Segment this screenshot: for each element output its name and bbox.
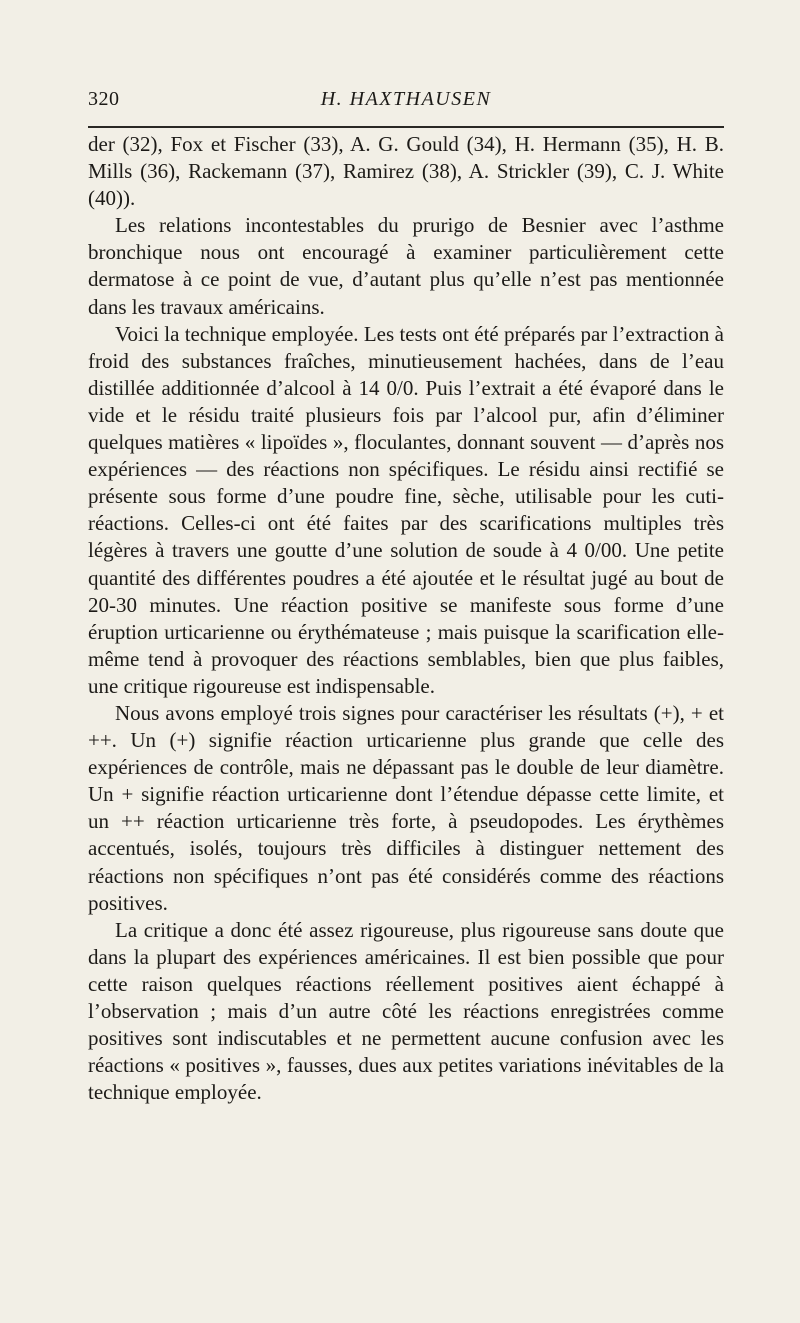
paragraph-intro: Les relations incontestables du prurigo de Besnier avec l’asthme bronchique nous ont encouragé à examiner particulièrement cette dermatose à ce point de vue, d’autant plus qu’elle n’est pas mentionnée dans les travaux américains. [88,213,724,319]
page-number: 320 [88,88,120,110]
header-rule [88,126,724,128]
paragraph-technique: Voici la technique employée. Les tests ont été préparés par l’extraction à froid des substances fraîches, minutieusement hachées, dans de l’eau distillée additionnée d’alcool à 14 0/0. Puis l’extrait a été évaporé dans le vide et le résidu traité plusieurs fois par l’alcool pur, afin d’éliminer quelques matières « lipoïdes », floculantes, donnant souvent — d’après nos expériences — des réactions non spécifiques. Le résidu ainsi rectifié se présente sous forme d’une poudre fine, sèche, utilisable pour les cuti-réactions. Celles-ci ont été faites par des scarifications multiples très légères à travers une goutte d’une solution de soude à 4 0/00. Une petite quantité des différentes poudres a été ajoutée et le résultat jugé au bout de 20-30 minutes. Une réaction positive se manifeste sous forme d’une éruption urticarienne ou érythémateuse ; mais puisque la scarification elle-même tend à provoquer des réactions semblables, bien que plus faibles, une critique rigoureuse est indispensable. [88,321,724,698]
body-text [88,131,724,1106]
page-header [88,86,724,120]
paragraph-signs: Nous avons employé trois signes pour caractériser les résultats (+), + et ++. Un (+) signifie réaction urticarienne plus grande que celle des expériences de contrôle, mais ne dépassant pas le double de leur diamètre. Un + signifie réaction urticarienne dont l’étendue dépasse cette limite, et un ++ réaction urticarienne très forte, à pseudopodes. Les érythèmes accentués, isolés, toujours très difficiles à distinguer nettement des réactions non spécifiques n’ont pas été considérés comme des réactions positives. [88,700,724,915]
paragraph-references: der (32), Fox et Fischer (33), A. G. Gould (34), H. Hermann (35), H. B. Mills (36), Rackemann (37), Ramirez (38), A. Strickler (39), C. J. White (40)). [88,132,724,211]
running-title: H. HAXTHAUSEN [320,88,492,110]
paragraph-critique: La critique a donc été assez rigoureuse, plus rigoureuse sans doute que dans la plupart des expériences américaines. Il est bien possible que pour cette raison quelques réactions réellement positives aient échappé à l’observation ; mais d’un autre côté les réactions enregistrées comme positives sont indiscutables et ne permettent aucune confusion avec les réactions « positives », fausses, dues aux petites variations inévitables de la technique employée. [88,917,724,1105]
